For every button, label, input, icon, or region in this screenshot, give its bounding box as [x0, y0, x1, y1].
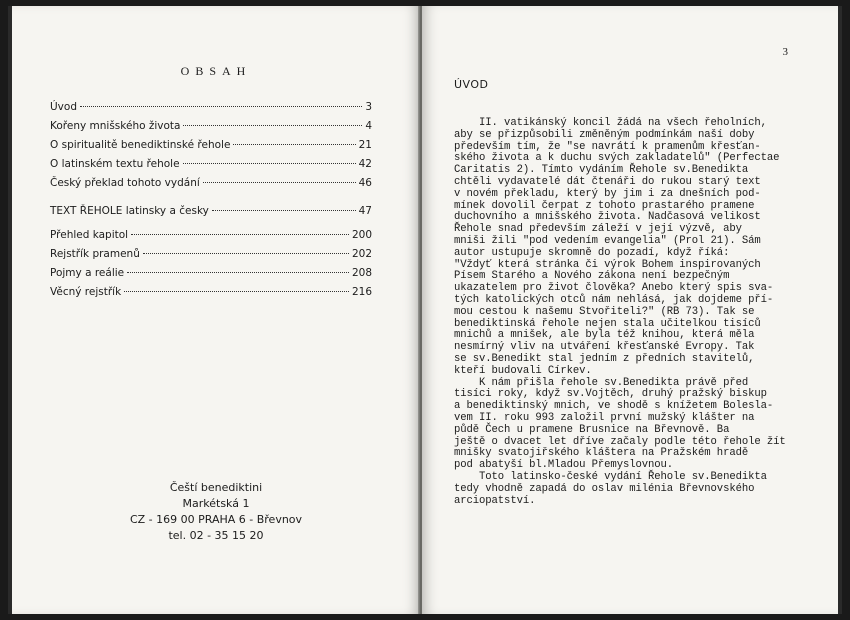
toc-entry [50, 205, 372, 224]
toc-entry-page: 208 [351, 267, 372, 279]
toc-leader-dots [80, 106, 362, 107]
text-line: se sv.Benedikt stal jedním z předních stavitelů, [454, 352, 755, 365]
body-text [454, 118, 802, 507]
toc-entry [50, 158, 372, 177]
toc-entry-label: Úvod [50, 101, 77, 113]
text-line: arciopatství. [454, 494, 536, 507]
toc-entry-page: 3 [365, 101, 372, 113]
address-line: tel. 02 - 35 15 20 [168, 529, 264, 542]
text-line: duchovního a mnišského života. Nadčasová velikost [454, 211, 761, 224]
toc-entry-label: Kořeny mnišského života [50, 120, 181, 132]
toc-entry-label: O latinském textu řehole [50, 158, 180, 170]
text-line: především tím, že "se navrátí k pramenům křesťan- [454, 140, 761, 153]
right-page [422, 6, 838, 614]
publisher-address [12, 480, 420, 544]
text-line: tisíci roky, když sv.Vojtěch, druhý pražský biskup [454, 388, 767, 401]
toc-leader-dots [127, 272, 349, 273]
text-line: a benediktinský mnich, ve shodě s knížetem Bolesla- [454, 400, 774, 413]
address-line: Čeští benediktini [169, 481, 263, 494]
toc-leader-dots [124, 291, 349, 292]
toc-leader-dots [203, 182, 356, 183]
text-line: ukazatelem pro život člověka? Anebo který spis sva- [454, 282, 774, 295]
text-line: Řehole snad především záleží v její výzvě, aby [454, 223, 742, 236]
text-line: "Vždyť která stránka či výrok Bohem inspirovaných [454, 258, 761, 271]
toc-entry [50, 101, 372, 120]
address-line: CZ - 169 00 PRAHA 6 - Břevnov [129, 513, 303, 526]
toc-leader-dots [131, 234, 349, 235]
text-line: benediktinská řehole nejen stala učitelkou tisíců [454, 317, 761, 330]
toc-entry-page: 202 [351, 248, 372, 260]
text-line: mnišky svatojiřského kláštera na Pražském hradě [454, 447, 749, 460]
text-line: vem II. roku 993 založil první mužský klášter na [454, 411, 755, 424]
page-number: 3 [782, 46, 788, 58]
text-line: mnichů a mnišek, ale byla též knihou, která měla [454, 329, 755, 342]
text-line: Písem Starého a Nového zákona není bezpečným [454, 270, 730, 283]
text-line: nesmírný vliv na utváření křesťanské Evropy. Tak [454, 341, 755, 354]
toc-entry [50, 286, 372, 305]
toc-entry-page: 46 [358, 177, 372, 189]
toc-entry-page: 4 [365, 120, 372, 132]
text-line: tých katolických otců nám nehlásá, jak dojdeme pří- [454, 293, 774, 306]
toc-leader-dots [212, 210, 356, 211]
text-line: mínek dovolil čerpat z tohoto prastarého pramene [454, 199, 755, 212]
toc-entry-page: 21 [358, 139, 372, 151]
toc-leader-dots [183, 163, 356, 164]
toc-entry-page: 47 [358, 205, 372, 217]
toc-entry-label: Přehled kapitol [50, 229, 129, 241]
left-page [12, 6, 420, 614]
toc-entry-label: Český překlad tohoto vydání [50, 177, 200, 189]
text-line: Toto latinsko-české vydání Řehole sv.Benedikta [454, 470, 767, 483]
text-line: kteří budovali Církev. [454, 364, 592, 377]
toc-entry-label: Pojmy a reálie [50, 267, 125, 279]
toc-entry [50, 248, 372, 267]
text-line: mniši žili "pod vedením evangelia" (Prol 21). Sám [454, 234, 761, 247]
text-line: K nám přišla řehole sv.Benedikta právě před [454, 376, 749, 389]
toc-entry [50, 267, 372, 286]
text-line: v novém překladu, který by jim i za dnešních pod- [454, 187, 761, 200]
toc-entry-page: 200 [351, 229, 372, 241]
toc-leader-dots [143, 253, 349, 254]
table-of-contents [50, 101, 372, 305]
text-line: pod abatyší bl.Mladou Přemyslovnou. [454, 459, 674, 472]
address-line: Markétská 1 [182, 497, 250, 510]
toc-entry-label: Rejstřík pramenů [50, 248, 140, 260]
toc-entry-label: Věcný rejstřík [50, 286, 122, 298]
text-line: mou cestou k našemu Stvořiteli?" (RB 73). Tak se [454, 305, 755, 318]
toc-entry [50, 139, 372, 158]
toc-entry [50, 229, 372, 248]
toc-leader-dots [183, 125, 362, 126]
text-line: autor ustupuje skromně do pozadí, když říká: [454, 246, 730, 259]
text-line: Caritatis 2). Tímto vydáním Řehole sv.Benedikta [454, 164, 749, 177]
text-line: tedy vhodně zapadá do oslav milénia Břevnovského [454, 482, 755, 495]
text-line: ského života a k duchu svých zakladatelů" (Perfectae [454, 152, 780, 165]
toc-entry-label: TEXT ŘEHOLE latinsky a česky [50, 205, 209, 217]
text-line: aby se přizpůsobili změněným podmínkám naší doby [454, 128, 755, 141]
section-heading: ÚVOD [454, 78, 489, 91]
text-line: půdě Čech u pramene Brusnice na Břevnově. Ba [454, 423, 730, 436]
text-line: chtěli vydavatelé dát čtenáři do rukou starý text [454, 175, 761, 188]
book-spread [8, 6, 842, 614]
text-line: II. vatikánský koncil žádá na všech řeholních, [454, 117, 767, 129]
toc-entry [50, 177, 372, 196]
toc-title: OBSAH [180, 64, 252, 78]
toc-entry-page: 42 [358, 158, 372, 170]
toc-leader-dots [233, 144, 355, 145]
toc-entry-page: 216 [351, 286, 372, 298]
toc-entry-label: O spiritualitě benediktinské řehole [50, 139, 231, 151]
toc-entry [50, 120, 372, 139]
text-line: ještě o dvacet let dříve začaly podle této řehole žít [454, 435, 786, 448]
